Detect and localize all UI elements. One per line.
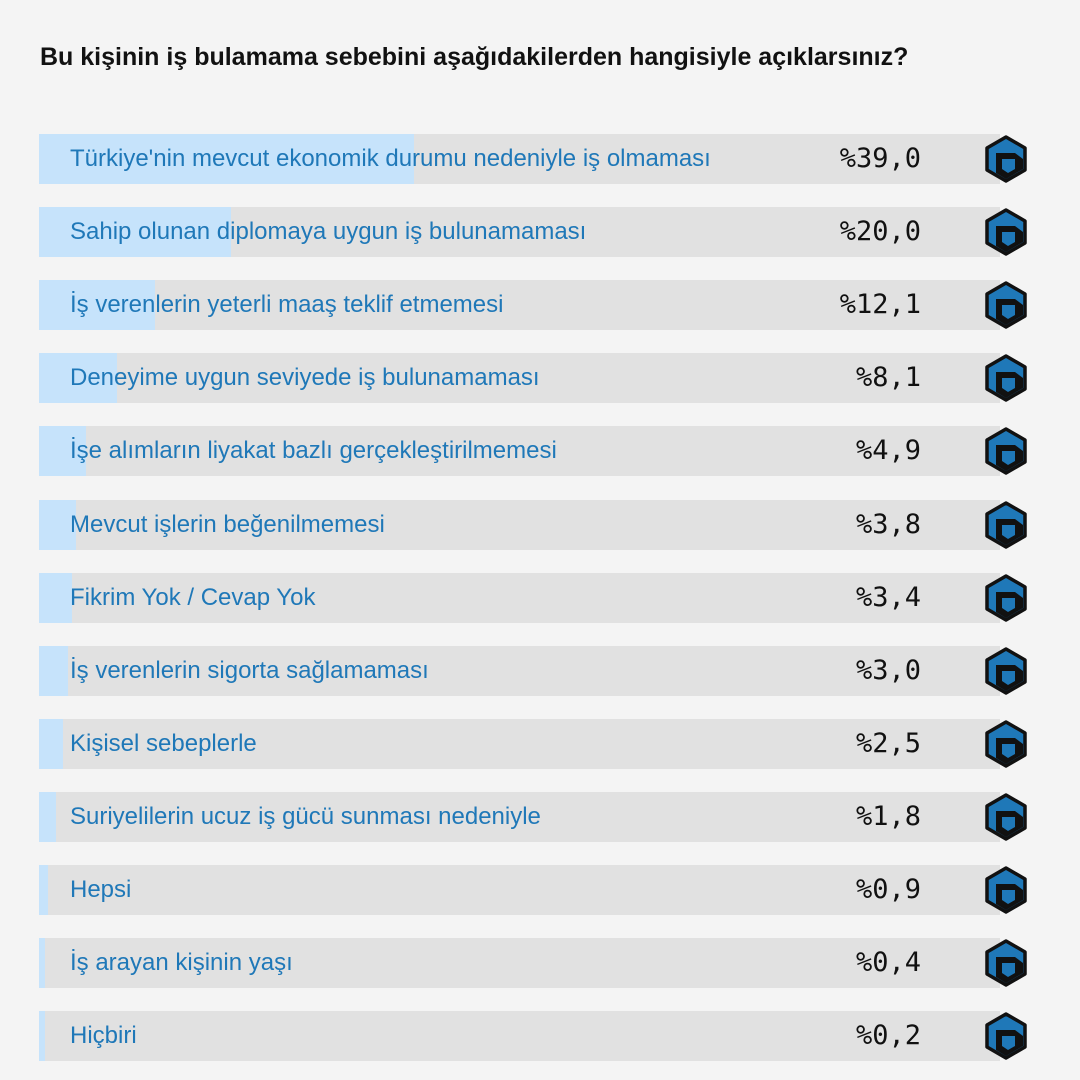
answer-label: Deneyime uygun seviyede iş bulunamaması: [70, 364, 540, 391]
answer-label: Hiçbiri: [70, 1022, 137, 1049]
answer-percentage: %0,2: [855, 1020, 921, 1051]
answer-row: [39, 280, 1039, 330]
answer-percentage: %0,9: [855, 874, 921, 905]
answer-percentage: %3,0: [855, 655, 921, 686]
hexagon-badge-icon: [982, 866, 1030, 914]
answer-percentage: %2,5: [855, 728, 921, 759]
bar-fill: [39, 1011, 45, 1061]
hexagon-badge-icon: [982, 208, 1030, 256]
bar-track: [39, 500, 1000, 550]
bar-track: [39, 1011, 1000, 1061]
answer-label: Türkiye'nin mevcut ekonomik durumu nedeniyle iş olmaması: [70, 145, 711, 172]
answer-row: [39, 353, 1039, 403]
answer-percentage: %3,8: [855, 509, 921, 540]
hexagon-badge-icon: [982, 135, 1030, 183]
answer-percentage: %0,4: [855, 947, 921, 978]
hexagon-badge-icon: [982, 793, 1030, 841]
answer-percentage: %20,0: [839, 216, 921, 247]
hexagon-badge-icon: [982, 720, 1030, 768]
hexagon-badge-icon: [982, 281, 1030, 329]
answer-row: [39, 865, 1039, 915]
answer-label: İş arayan kişinin yaşı: [70, 949, 293, 976]
bar-track: [39, 426, 1000, 476]
answer-percentage: %4,9: [855, 435, 921, 466]
bar-fill: [39, 938, 45, 988]
question-title: Bu kişinin iş bulamama sebebini aşağıdakilerden hangisiyle açıklarsınız?: [40, 43, 909, 71]
answer-row: [39, 792, 1039, 842]
answer-label: İşe alımların liyakat bazlı gerçekleştirilmemesi: [70, 437, 557, 464]
bar-fill: [39, 792, 56, 842]
answer-percentage: %8,1: [855, 362, 921, 393]
bar-track: [39, 719, 1000, 769]
answer-row: [39, 207, 1039, 257]
bar-track: [39, 792, 1000, 842]
bar-track: [39, 938, 1000, 988]
answer-row: [39, 646, 1039, 696]
hexagon-badge-icon: [982, 1012, 1030, 1060]
bar-track: [39, 865, 1000, 915]
bar-track: [39, 573, 1000, 623]
hexagon-badge-icon: [982, 354, 1030, 402]
answer-row: [39, 719, 1039, 769]
answer-row: [39, 426, 1039, 476]
answer-percentage: %3,4: [855, 582, 921, 613]
bar-track: [39, 207, 1000, 257]
hexagon-badge-icon: [982, 939, 1030, 987]
answer-label: Sahip olunan diplomaya uygun iş bulunamaması: [70, 218, 587, 245]
bar-fill: [39, 646, 68, 696]
answer-label: Fikrim Yok / Cevap Yok: [70, 584, 316, 611]
answer-row: [39, 938, 1039, 988]
bar-fill: [39, 573, 72, 623]
answer-percentage: %39,0: [839, 143, 921, 174]
hexagon-badge-icon: [982, 647, 1030, 695]
bar-fill: [39, 719, 63, 769]
answer-label: Mevcut işlerin beğenilmemesi: [70, 511, 385, 538]
hexagon-badge-icon: [982, 427, 1030, 475]
answer-row: [39, 573, 1039, 623]
bar-track: [39, 280, 1000, 330]
hexagon-badge-icon: [982, 501, 1030, 549]
hexagon-badge-icon: [982, 574, 1030, 622]
answer-label: Hepsi: [70, 876, 132, 903]
answer-row: [39, 500, 1039, 550]
bar-track: [39, 353, 1000, 403]
bar-fill: [39, 865, 48, 915]
answer-row: [39, 134, 1039, 184]
answer-label: Suriyelilerin ucuz iş gücü sunması nedeniyle: [70, 803, 541, 830]
answer-percentage: %1,8: [855, 801, 921, 832]
answer-label: İş verenlerin yeterli maaş teklif etmemesi: [70, 291, 504, 318]
bar-track: [39, 646, 1000, 696]
answer-percentage: %12,1: [839, 289, 921, 320]
answer-label: İş verenlerin sigorta sağlamaması: [70, 657, 429, 684]
answer-label: Kişisel sebeplerle: [70, 730, 257, 757]
answer-row: [39, 1011, 1039, 1061]
bar-track: [39, 134, 1000, 184]
